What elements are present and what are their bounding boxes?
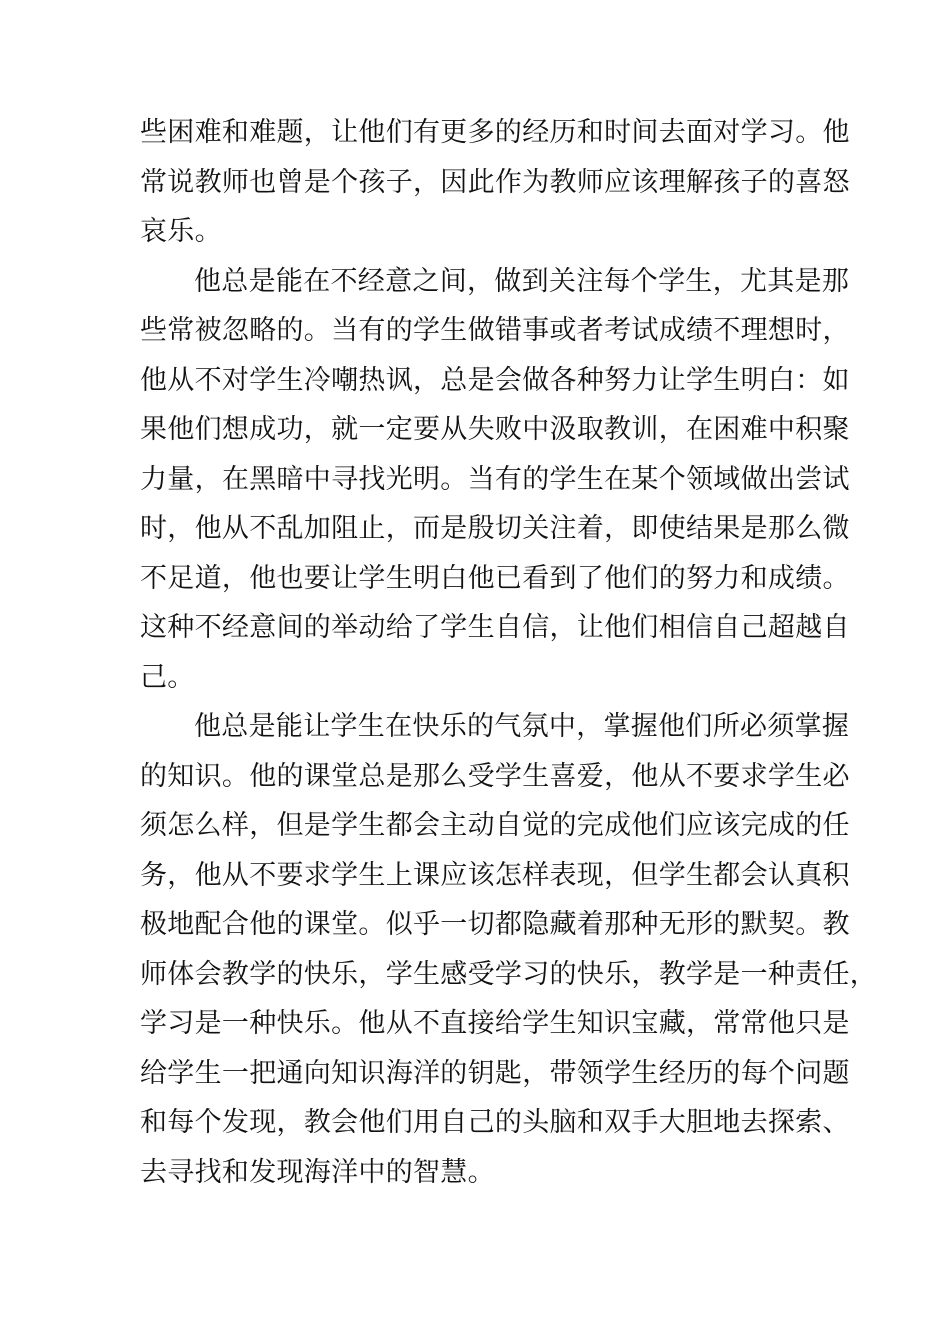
text-line: 哀乐。: [140, 216, 222, 247]
text-line: 果他们想成功，就一定要从失败中汲取教训，在困难中积聚: [140, 414, 850, 445]
text-line: 他从不对学生冷嘲热讽，总是会做各种努力让学生明白：如: [140, 364, 850, 396]
text-line: 务，他从不要求学生上课应该怎样表现，但学生都会认真积: [140, 859, 850, 891]
text-line: 学习是一种快乐。他从不直接给学生知识宝藏，常常他只是: [140, 1008, 850, 1039]
text-line: 不足道，他也要让学生明白他已看到了他们的努力和成绩。: [140, 562, 850, 594]
text-line: 些常被忽略的。当有的学生做错事或者考试成绩不理想时，: [140, 315, 850, 346]
paragraph: [140, 702, 878, 1197]
text-line: 力量，在黑暗中寻找光明。当有的学生在某个领域做出尝试: [140, 463, 850, 495]
text-line: 给学生一把通向知识海洋的钥匙，带领学生经历的每个问题: [140, 1057, 850, 1089]
text-line: 常说教师也曾是个孩子，因此作为教师应该理解孩子的喜怒: [140, 166, 850, 198]
text-line: 他总是能在不经意之间，做到关注每个学生，尤其是那: [194, 265, 850, 297]
text-line: 须怎么样，但是学生都会主动自觉的完成他们应该完成的任: [140, 810, 850, 841]
text-line: 去寻找和发现海洋中的智慧。: [140, 1156, 495, 1188]
text-line: 些困难和难题，让他们有更多的经历和时间去面对学习。他: [140, 117, 850, 148]
text-line: 极地配合他的课堂。似乎一切都隐藏着那种无形的默契。教: [140, 909, 850, 940]
text-line: 己。: [140, 661, 195, 693]
paragraph: [140, 257, 850, 703]
document-body: [140, 108, 878, 1197]
paragraph: [140, 108, 850, 257]
text-line: 师体会教学的快乐，学生感受学习的快乐，教学是一种责任，: [140, 958, 878, 990]
text-line: 的知识。他的课堂总是那么受学生喜爱，他从不要求学生必: [140, 760, 850, 792]
text-line: 时，他从不乱加阻止，而是殷切关注着，即使结果是那么微: [140, 513, 850, 544]
text-line: 和每个发现，教会他们用自己的头脑和双手大胆地去探索、: [140, 1107, 850, 1138]
text-line: 这种不经意间的举动给了学生自信，让他们相信自己超越自: [140, 612, 850, 643]
text-line: 他总是能让学生在快乐的气氛中，掌握他们所必须掌握: [194, 711, 850, 742]
